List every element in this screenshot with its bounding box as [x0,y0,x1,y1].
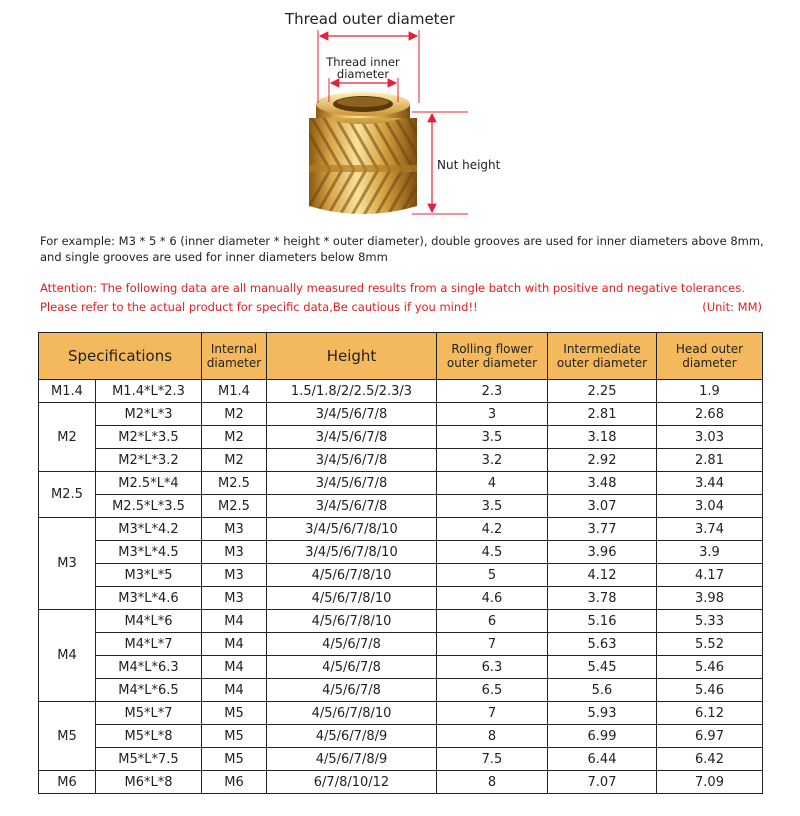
internal-diameter-cell: M3 [202,587,267,610]
head-od-cell: 2.81 [657,449,763,472]
intermediate-od-cell: 3.96 [548,541,657,564]
spec-group-cell: M2.5 [39,472,96,518]
model-cell: M6*L*8 [96,771,202,794]
model-cell: M3*L*4.6 [96,587,202,610]
head-od-cell: 6.97 [657,725,763,748]
intermediate-od-cell: 3.77 [548,518,657,541]
rolling-flower-od-cell: 4 [437,472,548,495]
rolling-flower-od-cell: 3.5 [437,426,548,449]
height-cell: 6/7/8/10/12 [267,771,437,794]
intermediate-od-cell: 5.6 [548,679,657,702]
spec-group-cell: M1.4 [39,380,96,403]
height-cell: 4/5/6/7/8/10 [267,564,437,587]
example-text: For example: M3 * 5 * 6 (inner diameter * height * outer diameter), double grooves are used for inner diameters above 8mm, and single grooves are used for inner diameters below 8mm [40,234,764,264]
intermediate-od-cell: 3.18 [548,426,657,449]
attention-line-1: Attention: The following data are all manually measured results from a single batch with positive and negative tolerances. [40,281,745,295]
rolling-flower-od-cell: 7 [437,702,548,725]
height-cell: 4/5/6/7/8/10 [267,610,437,633]
attention-line-2: Please refer to the actual product for specific data,Be cautious if you mind!! [40,300,478,314]
spec-group-cell: M4 [39,610,96,702]
head-od-cell: 2.68 [657,403,763,426]
intermediate-od-cell: 3.48 [548,472,657,495]
model-cell: M2*L*3.2 [96,449,202,472]
height-cell: 4/5/6/7/8 [267,656,437,679]
spec-group-cell: M2 [39,403,96,472]
spec-group-cell: M6 [39,771,96,794]
model-cell: M5*L*7.5 [96,748,202,771]
rolling-flower-od-cell: 7.5 [437,748,548,771]
intermediate-od-cell: 7.07 [548,771,657,794]
table-row [39,495,763,518]
head-od-cell: 5.52 [657,633,763,656]
head-od-cell: 6.12 [657,702,763,725]
table-row [39,587,763,610]
rolling-flower-od-cell: 2.3 [437,380,548,403]
model-cell: M1.4*L*2.3 [96,380,202,403]
table-row [39,748,763,771]
rolling-flower-od-cell: 4.6 [437,587,548,610]
height-cell: 4/5/6/7/8/10 [267,587,437,610]
intermediate-od-cell: 2.92 [548,449,657,472]
intermediate-od-cell: 3.78 [548,587,657,610]
table-row [39,426,763,449]
internal-diameter-cell: M3 [202,541,267,564]
rolling-flower-od-cell: 5 [437,564,548,587]
model-cell: M2*L*3.5 [96,426,202,449]
intermediate-od-cell: 6.99 [548,725,657,748]
internal-diameter-cell: M2 [202,403,267,426]
header-intermediate-outer-diameter: Intermediate outer diameter [548,333,657,380]
intermediate-od-cell: 2.81 [548,403,657,426]
table-row [39,564,763,587]
inner-diameter-label-2: diameter [336,67,390,81]
rolling-flower-od-cell: 6 [437,610,548,633]
model-cell: M5*L*8 [96,725,202,748]
header-internal-diameter: Internal diameter [202,333,267,380]
internal-diameter-cell: M2 [202,449,267,472]
rolling-flower-od-cell: 4.2 [437,518,548,541]
table-row [39,518,763,541]
head-od-cell: 1.9 [657,380,763,403]
head-od-cell: 5.33 [657,610,763,633]
intermediate-od-cell: 5.45 [548,656,657,679]
head-od-cell: 3.98 [657,587,763,610]
internal-diameter-cell: M5 [202,702,267,725]
head-od-cell: 3.74 [657,518,763,541]
table-row [39,610,763,633]
height-cell: 3/4/5/6/7/8 [267,403,437,426]
model-cell: M2.5*L*3.5 [96,495,202,518]
internal-diameter-cell: M4 [202,656,267,679]
intermediate-od-cell: 3.07 [548,495,657,518]
table-body [39,380,763,794]
rolling-flower-od-cell: 7 [437,633,548,656]
insert-diagram [0,0,800,230]
header-height: Height [267,333,437,380]
head-od-cell: 3.9 [657,541,763,564]
rolling-flower-od-cell: 6.5 [437,679,548,702]
rolling-flower-od-cell: 4.5 [437,541,548,564]
rolling-flower-od-cell: 3 [437,403,548,426]
nut-height-dimension [412,112,501,214]
head-od-cell: 6.42 [657,748,763,771]
model-cell: M4*L*7 [96,633,202,656]
internal-diameter-cell: M2.5 [202,472,267,495]
model-cell: M3*L*5 [96,564,202,587]
spec-table [38,332,763,794]
intermediate-od-cell: 2.25 [548,380,657,403]
height-cell: 4/5/6/7/8/10 [267,702,437,725]
model-cell: M2*L*3 [96,403,202,426]
height-cell: 4/5/6/7/8/9 [267,748,437,771]
rolling-flower-od-cell: 3.5 [437,495,548,518]
internal-diameter-cell: M5 [202,748,267,771]
height-cell: 3/4/5/6/7/8 [267,426,437,449]
internal-diameter-cell: M6 [202,771,267,794]
model-cell: M3*L*4.5 [96,541,202,564]
head-od-cell: 7.09 [657,771,763,794]
inner-diameter-label-1: Thread inner [326,55,400,69]
head-od-cell: 5.46 [657,679,763,702]
intermediate-od-cell: 4.12 [548,564,657,587]
internal-diameter-cell: M3 [202,518,267,541]
internal-diameter-cell: M2 [202,426,267,449]
table-row [39,656,763,679]
rolling-flower-od-cell: 8 [437,771,548,794]
height-cell: 3/4/5/6/7/8/10 [267,518,437,541]
internal-diameter-cell: M5 [202,725,267,748]
internal-diameter-cell: M3 [202,564,267,587]
head-od-cell: 5.46 [657,656,763,679]
height-cell: 4/5/6/7/8 [267,633,437,656]
header-rolling-flower-outer-diameter: Rolling flower outer diameter [437,333,548,380]
intermediate-od-cell: 5.63 [548,633,657,656]
unit-label: (Unit: MM) [702,300,762,314]
table-row [39,380,763,403]
head-od-cell: 3.44 [657,472,763,495]
intermediate-od-cell: 6.44 [548,748,657,771]
height-cell: 3/4/5/6/7/8 [267,495,437,518]
internal-diameter-cell: M1.4 [202,380,267,403]
height-cell: 4/5/6/7/8 [267,679,437,702]
internal-diameter-cell: M4 [202,679,267,702]
head-od-cell: 4.17 [657,564,763,587]
internal-diameter-cell: M4 [202,610,267,633]
model-cell: M4*L*6.3 [96,656,202,679]
table-row [39,702,763,725]
table-row [39,472,763,495]
height-cell: 4/5/6/7/8/9 [267,725,437,748]
attention-note [40,279,762,317]
model-cell: M2.5*L*4 [96,472,202,495]
internal-diameter-cell: M2.5 [202,495,267,518]
height-cell: 1.5/1.8/2/2.5/2.3/3 [267,380,437,403]
rolling-flower-od-cell: 6.3 [437,656,548,679]
model-cell: M5*L*7 [96,702,202,725]
table-row [39,771,763,794]
diagram-title: Thread outer diameter [285,10,455,28]
rolling-flower-od-cell: 3.2 [437,449,548,472]
table-row [39,725,763,748]
height-cell: 3/4/5/6/7/8 [267,472,437,495]
intermediate-od-cell: 5.93 [548,702,657,725]
height-cell: 3/4/5/6/7/8 [267,449,437,472]
height-cell: 3/4/5/6/7/8/10 [267,541,437,564]
head-od-cell: 3.04 [657,495,763,518]
internal-diameter-cell: M4 [202,633,267,656]
table-row [39,679,763,702]
nut-height-label: Nut height [437,158,501,172]
rolling-flower-od-cell: 8 [437,725,548,748]
head-od-cell: 3.03 [657,426,763,449]
model-cell: M4*L*6.5 [96,679,202,702]
table-row [39,541,763,564]
spec-group-cell: M3 [39,518,96,610]
model-cell: M4*L*6 [96,610,202,633]
header-specifications: Specifications [39,333,202,380]
model-cell: M3*L*4.2 [96,518,202,541]
header-head-outer-diameter: Head outer diameter [657,333,763,380]
intermediate-od-cell: 5.16 [548,610,657,633]
spec-group-cell: M5 [39,702,96,771]
table-row [39,449,763,472]
table-row [39,403,763,426]
table-header-row [39,333,763,380]
table-row [39,633,763,656]
